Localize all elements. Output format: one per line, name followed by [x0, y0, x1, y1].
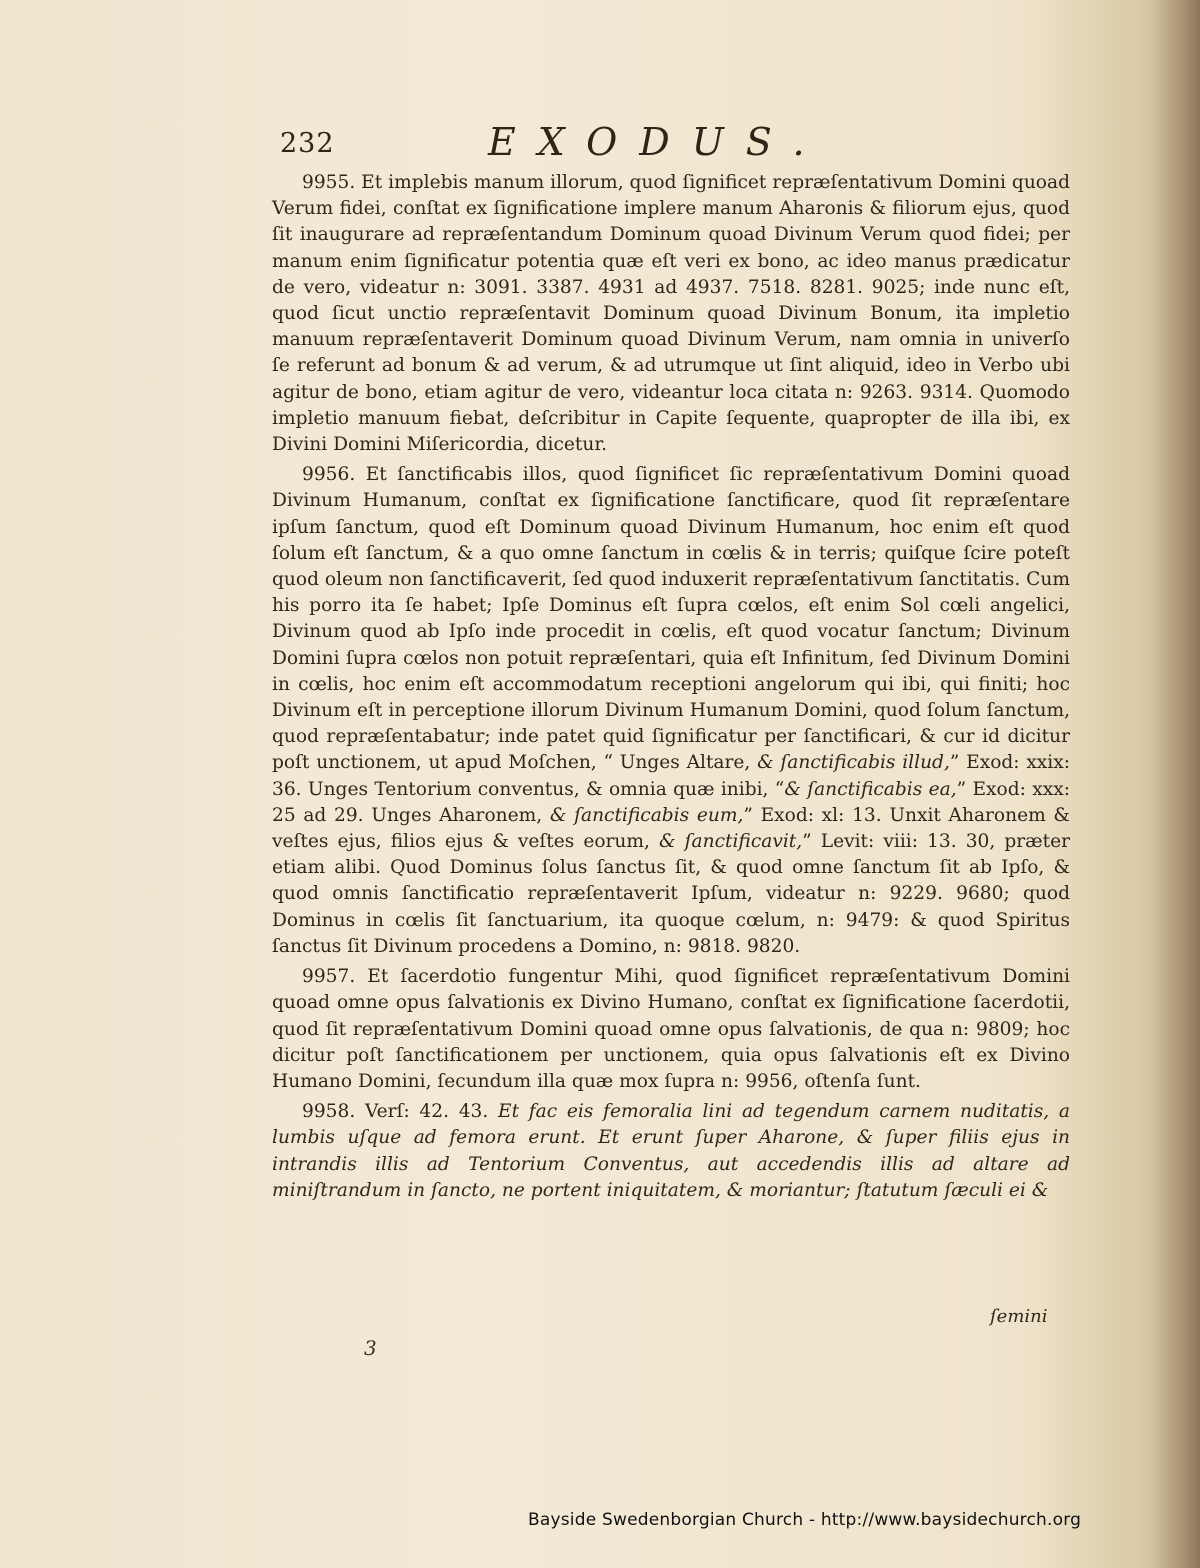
paragraph-number: 9958.	[302, 1101, 356, 1123]
signature-mark: 3	[364, 1336, 377, 1360]
page-header	[270, 118, 1070, 168]
catchword: ſemini	[990, 1306, 1048, 1327]
paragraph-text: Verſ: 42. 43.	[355, 1101, 498, 1123]
body-text	[272, 170, 1070, 1208]
running-head: EXODUS.	[488, 120, 827, 164]
paragraph-text: ” Levit: viii: 13. 30, præter etiam alibi. Quod Dominus ſolus ſanctus ſit, & quod omne ſanctum ſit ab Ipſo, & quod omnis ſanctificatio repræſentaverit Ipſum, videatur n: 9229. 9680; quod Dominus in cœlis ſit ſanctuarium, ita quoque cœlum, n: 9479: & quod Spiritus ſanctus ſit Divinum procedens a Domino, n: 9818. 9820.	[272, 831, 1070, 957]
paragraph-9958	[272, 1099, 1070, 1204]
paragraph-text-italic: & ſanctificabis eum,	[549, 804, 744, 826]
paragraph-text: Et ſacerdotio fungentur Mihi, quod ſignificet repræſentativum Domini quoad omne opus ſalvationis ex Divino Humano, conſtat ex ſignificatione ſacerdotii, quod ſit repræſentativum Domini quoad omne opus ſalvationis, de qua n: 9809; hoc dicitur poſt ſanctificationem per unctionem, quia opus ſalvationis eſt ex Divino Humano Domini, ſecundum illa quæ mox ſupra n: 9956, oſtenſa ſunt.	[272, 966, 1070, 1092]
paragraph-text-italic: & ſanctificabis illud,	[757, 752, 950, 774]
page-number: 232	[280, 128, 335, 159]
paragraph-text: Et ſanctificabis illos, quod ſignificet ſic repræſentativum Domini quoad Divinum Humanum, conſtat ex ſignificatione ſanctificare, quod ſit repræſentare ipſum ſanctum, quod eſt Dominum quoad Divinum Humanum, hoc enim eſt quod ſolum eſt ſanctum, & a quo omne ſanctum in cœlis & in terris; quiſque ſcire poteſt quod oleum non ſanctificaverit, ſed quod induxerit repræſentativum ſanctitatis. Cum his porro ita ſe habet; Ipſe Dominus eſt ſupra cœlos, eſt enim Sol cœli angelici, Divinum quod ab Ipſo inde procedit in cœlis, eſt quod vocatur ſanctum; Divinum Domini ſupra cœlos non potuit repræſentari, quia eſt Infinitum, ſed Divinum Domini in cœlis, hoc enim eſt accommodatum receptioni angelorum qui ibi, qui finiti; hoc Divinum eſt in perceptione illorum Divinum Humanum Domini, quod ſolum ſanctum, quod repræſentabatur; inde patet quid ſignificatur per ſanctificari, & cur id dicitur poſt unctionem, ut apud Moſchen, “ Unges Altare,	[272, 464, 1070, 774]
paragraph-text: ” Exod: xxx: 25 ad 29. Unges Aharonem,	[272, 778, 1070, 826]
paragraph-text-italic: & ſanctificavit,	[659, 831, 803, 853]
paragraph-text: ” Exod: xl: 13. Unxit Aharonem & veſtes ejus, filios ejus & veſtes eorum,	[272, 804, 1070, 853]
page-edge-shadow	[1152, 0, 1200, 1568]
paragraph-text-italic: Et fac eis femoralia lini ad tegendum carnem nuditatis, a lumbis uſque ad femora erunt. Et erunt ſuper Aharone, & ſuper filiis ejus in intrandis illis ad Tentorium Conventus, aut accedendis illis ad altare ad miniſtrandum in ſancto, ne portent iniquitatem, & moriantur; ſtatutum ſæculi ei &	[272, 1101, 1070, 1201]
paragraph-9957	[272, 964, 1070, 1095]
paragraph-9955	[272, 170, 1070, 458]
paragraph-text: Et implebis manum illorum, quod ſignificet repræſentativum Domini quoad Verum fidei, conſtat ex ſignificatione implere manum Aharonis & filiorum ejus, quod ſit inaugurare ad repræſentandum Dominum quoad Divinum Verum quod fidei; per manum enim ſignificatur potentia quæ eſt veri ex bono, ac ideo manus prædicatur de vero, videatur n: 3091. 3387. 4931 ad 4937. 7518. 8281. 9025; inde nunc eſt, quod ſicut unctio repræſentavit Dominum quoad Divinum Bonum, ita impletio manuum repræſentaverit Dominum quoad Divinum Verum, nam omnia in univerſo ſe referunt ad bonum & ad verum, & ad utrumque ut ſint aliquid, ideo in Verbo ubi agitur de bono, etiam agitur de vero, videantur loca citata n: 9263. 9314. Quomodo impletio manuum fiebat, deſcribitur in Capite ſequente, quapropter de illa ibi, ex Divini Domini Miſericordia, dicetur.	[272, 172, 1070, 456]
paragraph-text: ” Exod: xxix: 36. Unges Tentorium conventus, & omnia quæ inibi, “	[272, 752, 1070, 800]
paragraph-9956	[272, 462, 1070, 960]
paragraph-number: 9957.	[302, 966, 356, 988]
paragraph-number: 9955.	[302, 172, 356, 193]
paragraph-text-italic: & ſanctificabis ea,	[784, 778, 957, 800]
watermark-text: Bayside Swedenborgian Church - http://www.baysidechurch.org	[528, 1510, 1082, 1530]
paragraph-number: 9956.	[302, 464, 356, 486]
